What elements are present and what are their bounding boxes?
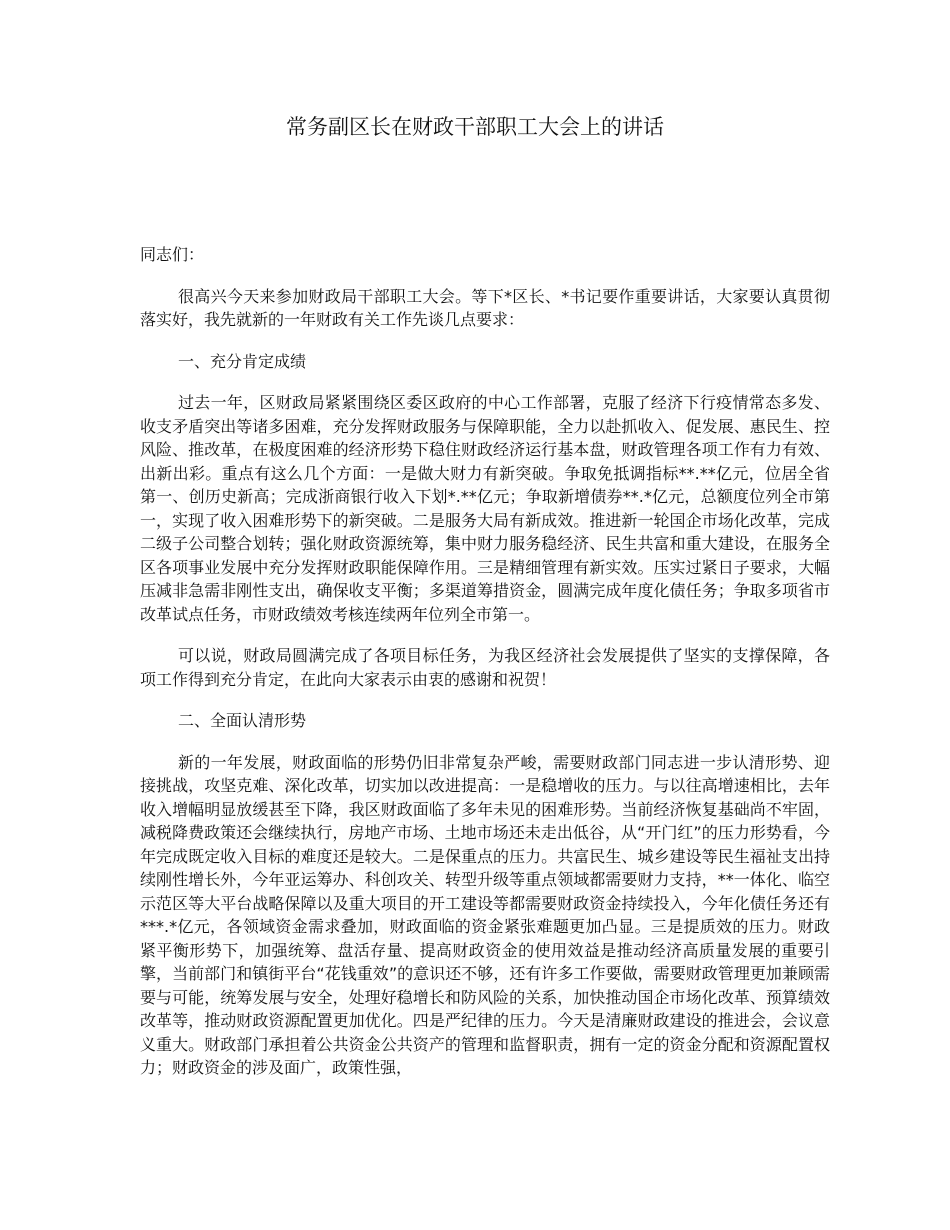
document-body bbox=[140, 243, 830, 1098]
section-heading-2: 二、全面认清形势 bbox=[178, 711, 307, 730]
document-title: 常务副区长在财政干部职工大会上的讲话 bbox=[286, 115, 664, 139]
paragraph-intro: 很高兴今天来参加财政局干部职工大会。等下*区长、*书记要作重要讲话，大家要认真贯彻落实好，我先就新的一年财政有关工作先谈几点要求： bbox=[140, 286, 830, 329]
section-heading-1: 一、充分肯定成绩 bbox=[178, 351, 307, 371]
greeting: 同志们： bbox=[140, 245, 205, 264]
paragraph-situation: 新的一年发展，财政面临的形势仍旧非常复杂严峻，需要财政部门同志进一步认清形势、迎接挑战，攻坚克难、深化改革，切实加以改进提高：一是稳增收的压力。与以往高增速相比，去年收入增幅明显放缓甚至下降，我区财政面临了多年未见的困难形势。当前经济恢复基础尚不牢固，减税降费政策还会继续执行，房地产市场、土地市场还未走出低谷，从“开门红”的压力形势看，今年完成既定收入目标的难度还是较大。二是保重点的压力。共富民生、城乡建设等民生福祉支出持续刚性增长外，今年亚运筹办、科创攻关、转型升级等重点领域都需要财力支持，**一体化、临空示范区等大平台战略保障以及重大项目的开工建设等都需要财政资金持续投入，今年化债任务还有***.*亿元，各领域资金需求叠加，财政面临的资金紧张难题更加凸显。三是提质效的压力。财政紧平衡形势下，加强统筹、盘活存量、提高财政资金的使用效益是推动经济高质量发展的重要引擎，当前部门和镇街平台“花钱重效”的意识还不够，还有许多工作要做，需要财政管理更加兼顾需要与可能，统筹发展与安全，处理好稳增长和防风险的关系，加快推动国企市场化改革、预算绩效改革等，推动财政资源配置更加优化。四是严纪律的压力。今天是清廉财政建设的推进会，会议意义重大。财政部门承担着公共资金公共资产的管理和监督职责，拥有一定的资金分配和资源配置权力；财政资金的涉及面广，政策性强， bbox=[140, 752, 830, 1077]
paragraph-thanks: 可以说，财政局圆满完成了各项目标任务，为我区经济社会发展提供了坚实的支撑保障，各项工作得到充分肯定，在此向大家表示由衷的感谢和祝贺！ bbox=[140, 646, 830, 689]
paragraph-achievements: 过去一年，区财政局紧紧围绕区委区政府的中心工作部署，克服了经济下行疫情常态多发、收支矛盾突出等诸多困难，充分发挥财政服务与保障职能，全力以赴抓收入、促发展、惠民生、控风险、推改革，在极度困难的经济形势下稳住财政经济运行基本盘，财政管理各项工作有力有效、出新出彩。重点有这么几个方面：一是做大财力有新突破。争取免抵调指标**.**亿元，位居全省第一、创历史新高；完成浙商银行收入下划*.**亿元；争取新增债券**.*亿元，总额度位列全市第一，实现了收入困难形势下的新突破。二是服务大局有新成效。推进新一轮国企市场化改革，完成二级子公司整合划转；强化财政资源统筹，集中财力服务稳经济、民生共富和重大建设，在服务全区各项事业发展中充分发挥财政职能保障作用。三是精细管理有新实效。压实过紧日子要求，大幅压减非急需非刚性支出，确保收支平衡；多渠道筹措资金，圆满完成年度化债任务；争取多项省市改革试点任务，市财政绩效考核连续两年位列全市第一。 bbox=[140, 393, 830, 624]
